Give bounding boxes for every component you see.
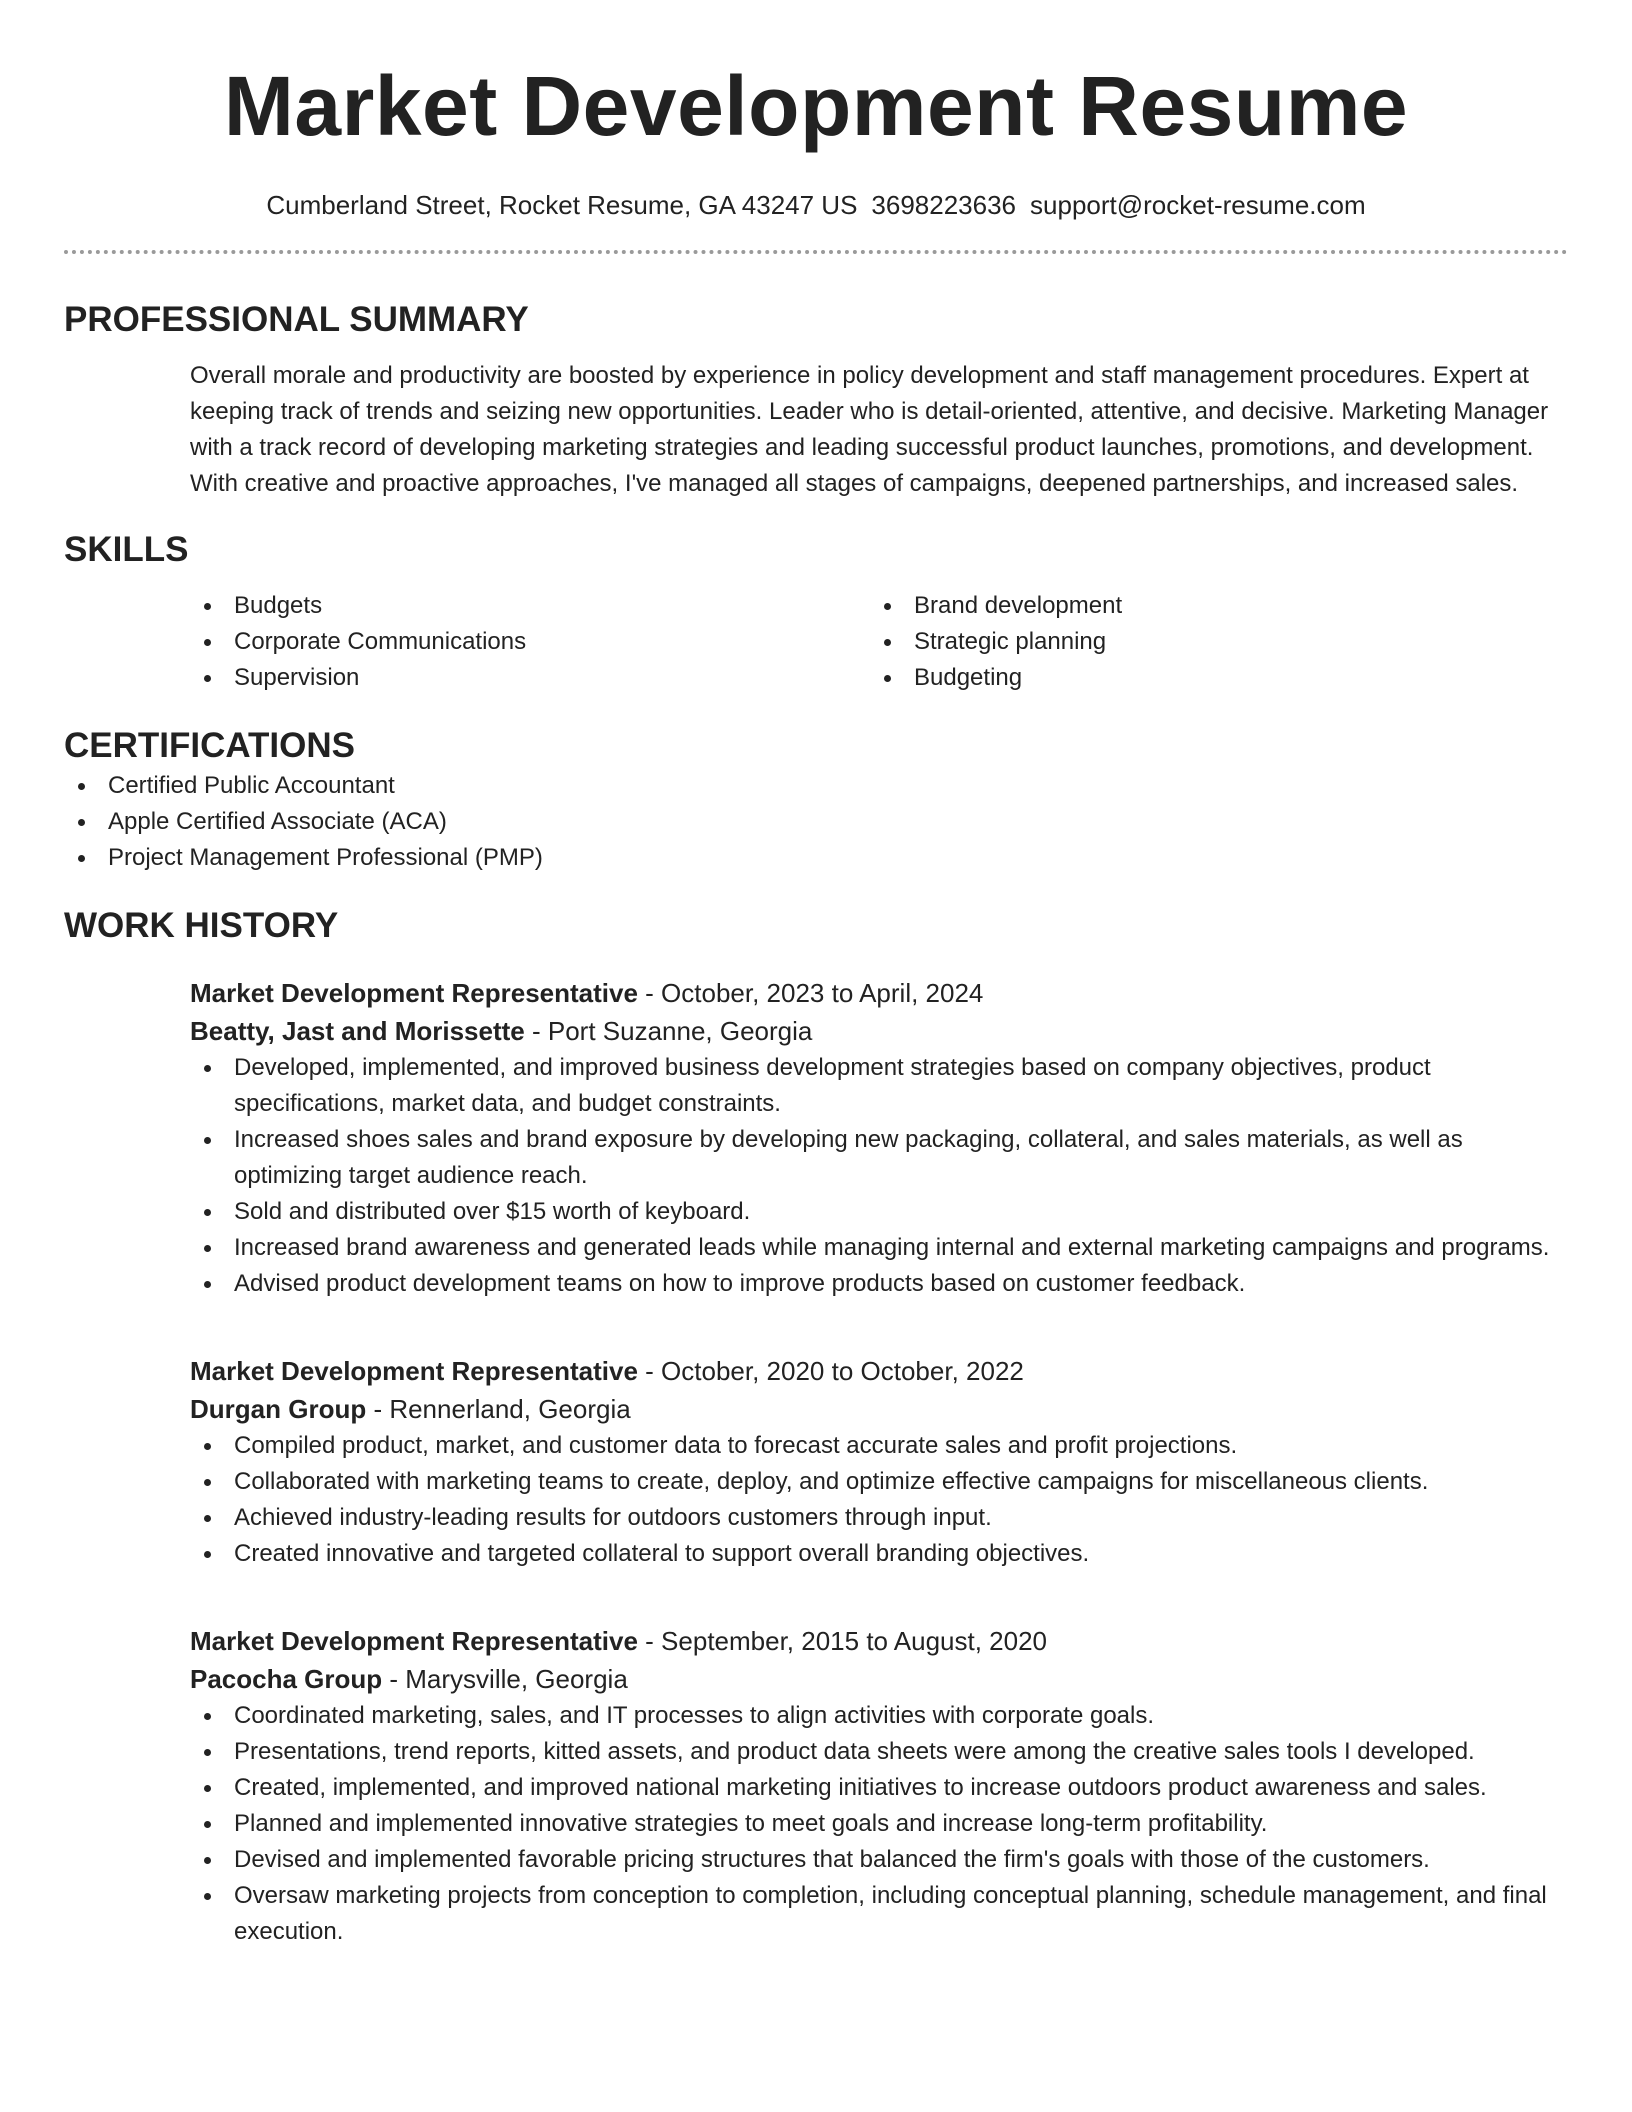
- skills-list-right: [870, 588, 1550, 696]
- skill-item: Brand development: [870, 588, 1550, 624]
- job-bullet: Achieved industry-leading results for outdoors customers through input.: [190, 1500, 1568, 1536]
- certifications-heading: CERTIFICATIONS: [64, 726, 356, 765]
- job-title: Market Development Representative: [190, 1356, 638, 1386]
- header-divider: [64, 250, 1568, 254]
- job-bullet: Oversaw marketing projects from conception to completion, including conceptual planning, schedule management, and final execution.: [190, 1878, 1568, 1950]
- work-history-section: [64, 904, 1568, 1950]
- contact-email: support@rocket-resume.com: [1030, 190, 1366, 220]
- work-history-heading: WORK HISTORY: [64, 906, 339, 945]
- job-title-line: [190, 974, 1568, 1012]
- job-bullet: Presentations, trend reports, kitted assets, and product data sheets were among the creative sales tools I developed.: [190, 1734, 1568, 1770]
- job-bullets: [190, 1050, 1568, 1302]
- job-location: - Port Suzanne, Georgia: [524, 1016, 813, 1046]
- job-company: Beatty, Jast and Morissette: [190, 1016, 525, 1046]
- job-bullet: Devised and implemented favorable pricing structures that balanced the firm's goals with those of the customers.: [190, 1842, 1568, 1878]
- skill-item: Strategic planning: [870, 624, 1550, 660]
- job-dates: - October, 2023 to April, 2024: [637, 978, 984, 1008]
- job-company: Durgan Group: [190, 1394, 367, 1424]
- certifications-section: [64, 724, 1568, 876]
- job-bullets: [190, 1698, 1568, 1950]
- job-entry: [190, 1352, 1568, 1572]
- certifications-list: [64, 768, 1568, 876]
- job-company: Pacocha Group: [190, 1664, 383, 1694]
- summary-text: Overall morale and productivity are boosted by experience in policy development and staff management procedures. Expert at keeping track of trends and seizing new opportunities. Leader who is detail-oriented, attentive, and decisive. Marketing Manager with a track record of developing marketing strategies and leading successful product launches, promotions, and development. With creative and proactive approaches, I've managed all stages of campaigns, deepened partnerships, and increased sales.: [190, 362, 1549, 497]
- skills-heading: SKILLS: [64, 530, 189, 569]
- job-company-line: [190, 1012, 1568, 1050]
- job-dates: - September, 2015 to August, 2020: [637, 1626, 1048, 1656]
- job-company-line: [190, 1390, 1568, 1428]
- job-company-line: [190, 1660, 1568, 1698]
- skill-item: Corporate Communications: [190, 624, 870, 660]
- skills-list-left: [190, 588, 870, 696]
- skills-grid: [190, 588, 1568, 696]
- skill-item: Budgeting: [870, 660, 1550, 696]
- contact-address: Cumberland Street, Rocket Resume, GA 43247 US: [266, 190, 858, 220]
- job-bullet: Advised product development teams on how to improve products based on customer feedback.: [190, 1266, 1568, 1302]
- job-bullet: Sold and distributed over $15 worth of keyboard.: [190, 1194, 1568, 1230]
- job-title-line: [190, 1622, 1568, 1660]
- job-bullet: Created innovative and targeted collateral to support overall branding objectives.: [190, 1536, 1568, 1572]
- job-bullet: Increased shoes sales and brand exposure by developing new packaging, collateral, and sales materials, as well as optimizing target audience reach.: [190, 1122, 1568, 1194]
- page-title: Market Development Resume: [223, 59, 1409, 153]
- summary-section: [64, 298, 1568, 502]
- certification-item: Apple Certified Associate (ACA): [64, 804, 1568, 840]
- job-location: - Marysville, Georgia: [382, 1664, 628, 1694]
- job-bullet: Planned and implemented innovative strategies to meet goals and increase long-term profitability.: [190, 1806, 1568, 1842]
- job-entry: [190, 1622, 1568, 1950]
- skill-item: Supervision: [190, 660, 870, 696]
- job-dates: - October, 2020 to October, 2022: [637, 1356, 1024, 1386]
- contact-phone: 3698223636: [871, 190, 1017, 220]
- job-bullet: Compiled product, market, and customer data to forecast accurate sales and profit projections.: [190, 1428, 1568, 1464]
- job-location: - Rennerland, Georgia: [366, 1394, 631, 1424]
- job-entry: [190, 974, 1568, 1302]
- skills-section: [64, 528, 1568, 696]
- job-title-line: [190, 1352, 1568, 1390]
- job-bullet: Increased brand awareness and generated leads while managing internal and external marketing campaigns and programs.: [190, 1230, 1568, 1266]
- job-title: Market Development Representative: [190, 978, 638, 1008]
- summary-heading: PROFESSIONAL SUMMARY: [64, 300, 529, 339]
- contact-line: [64, 188, 1568, 222]
- certification-item: Project Management Professional (PMP): [64, 840, 1568, 876]
- job-bullet: Collaborated with marketing teams to create, deploy, and optimize effective campaigns for miscellaneous clients.: [190, 1464, 1568, 1500]
- job-bullets: [190, 1428, 1568, 1572]
- job-bullet: Created, implemented, and improved national marketing initiatives to increase outdoors product awareness and sales.: [190, 1770, 1568, 1806]
- job-bullet: Coordinated marketing, sales, and IT processes to align activities with corporate goals.: [190, 1698, 1568, 1734]
- skill-item: Budgets: [190, 588, 870, 624]
- job-title: Market Development Representative: [190, 1626, 638, 1656]
- certification-item: Certified Public Accountant: [64, 768, 1568, 804]
- job-bullet: Developed, implemented, and improved business development strategies based on company objectives, product specifications, market data, and budget constraints.: [190, 1050, 1568, 1122]
